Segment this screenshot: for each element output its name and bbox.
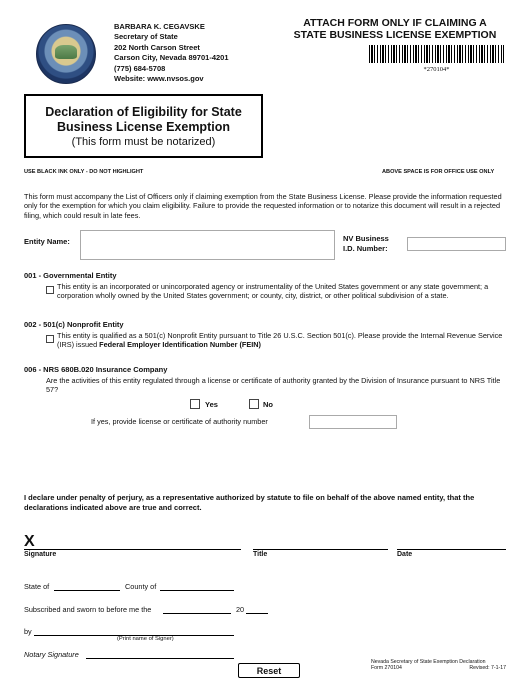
print-name-label: (Print name of Signer)	[117, 636, 174, 642]
form-title-line1: Declaration of Eligibility for State	[45, 105, 242, 119]
perjury-declaration: I declare under penalty of perjury, as a representative authorized by statute to file on behalf of the above named entity, that the declarations indicated above are true and correct.	[24, 493, 475, 512]
nonprofit-entity-checkbox[interactable]	[46, 335, 54, 343]
date-label: Date	[397, 551, 413, 558]
footer-meta	[371, 665, 506, 671]
office-address-block	[114, 22, 229, 84]
footer-title: Nevada Secretary of State Exemption Declaration	[371, 659, 486, 665]
footer-revised: Revised: 7-1-17	[469, 665, 506, 672]
reset-button[interactable]: Reset	[238, 663, 300, 678]
section-006-heading: 006 - NRS 680B.020 Insurance Company	[24, 365, 168, 374]
nevada-state-seal	[36, 24, 96, 84]
section-002-heading: 002 - 501(c) Nonprofit Entity	[24, 320, 124, 329]
insurance-no-label: No	[263, 400, 273, 409]
nv-business-id-field[interactable]	[407, 237, 506, 251]
footer-form-number: Form 270104	[371, 665, 402, 672]
nv-business-id-label-line2: I.D. Number:	[343, 243, 388, 253]
notary-signature-label: Notary Signature	[24, 650, 79, 659]
title-label: Title	[253, 551, 268, 558]
form-title-line2: Business License Exemption	[57, 120, 230, 134]
office-name: BARBARA K. CEGAVSKE	[114, 22, 205, 31]
section-002-text-main: This entity is qualified as a 501(c) Nonprofit Entity pursuant to Title 26 U.S.C. Section 501(c). Please provide the Internal Revenue Service (IRS) issued	[57, 331, 503, 350]
fein-label: Federal Employer Identification Number (FEIN)	[99, 340, 261, 350]
ink-instruction: USE BLACK INK ONLY - DO NOT HIGHLIGHT	[24, 169, 144, 175]
signature-x-mark: X	[24, 533, 35, 550]
nv-business-id-label-line1: NV Business	[343, 234, 389, 243]
state-of-line	[54, 590, 120, 591]
state-of-label: State of	[24, 582, 50, 591]
attach-notice-line1: ATTACH FORM ONLY IF CLAIMING A	[303, 17, 487, 29]
license-number-field[interactable]	[309, 415, 397, 429]
section-002-text	[57, 331, 505, 350]
notary-signature-line	[86, 658, 234, 659]
entity-name-field[interactable]	[80, 230, 335, 260]
office-street: 202 North Carson Street	[114, 42, 200, 52]
governmental-entity-checkbox[interactable]	[46, 286, 54, 294]
county-of-label: County of	[125, 582, 157, 591]
section-001-text: This entity is an incorporated or unincorporated agency or instrumentality of the United States government or any state government; a corporation wholly owned by the United States government; or county, city, district, or other political subdivision of a state.	[57, 282, 489, 301]
sworn-day-line	[163, 613, 231, 614]
form-title-box	[24, 94, 263, 158]
form-title-notarized: (This form must be notarized)	[71, 136, 216, 148]
form-footer	[371, 659, 506, 672]
signature-label: Signature	[24, 551, 57, 558]
sworn-year-line	[246, 613, 268, 614]
barcode	[369, 45, 504, 63]
entity-name-label: Entity Name:	[24, 237, 70, 246]
section-001-heading: 001 - Governmental Entity	[24, 271, 117, 280]
office-website: Website: www.nvsos.gov	[114, 74, 204, 84]
county-of-line	[160, 590, 234, 591]
office-use-note: ABOVE SPACE IS FOR OFFICE USE ONLY	[382, 169, 495, 175]
attach-notice	[286, 17, 504, 41]
insurance-yes-checkbox[interactable]	[190, 399, 200, 409]
insurance-yes-label: Yes	[205, 400, 218, 409]
date-line	[397, 549, 506, 550]
by-label: by	[24, 627, 32, 636]
barcode-number: *270104*	[423, 66, 450, 73]
office-title: Secretary of State	[114, 32, 178, 42]
intro-paragraph: This form must accompany the List of Officers only if claiming exemption from the State Business License. Please provide the information requested only for the exemption for which you claim eligibility. Failure to provide the requested information or to notarize this document will result in a rejected filing, which could result in late fees.	[24, 192, 502, 220]
section-006-text: Are the activities of this entity regulated through a license or certificate of authority granted by the Division of Insurance pursuant to NRS Title 57?	[46, 376, 501, 395]
nv-business-id-label	[343, 234, 389, 253]
office-phone: (775) 684-5708	[114, 63, 166, 73]
signature-line	[24, 549, 241, 550]
subscribed-sworn-label: Subscribed and sworn to before me the	[24, 605, 152, 614]
insurance-no-checkbox[interactable]	[249, 399, 259, 409]
license-number-label: If yes, provide license or certificate of authority number	[91, 417, 268, 426]
year-prefix: 20	[236, 605, 245, 614]
title-line	[253, 549, 388, 550]
office-city: Carson City, Nevada 89701-4201	[114, 53, 229, 63]
attach-notice-line2: STATE BUSINESS LICENSE EXEMPTION	[293, 29, 497, 41]
